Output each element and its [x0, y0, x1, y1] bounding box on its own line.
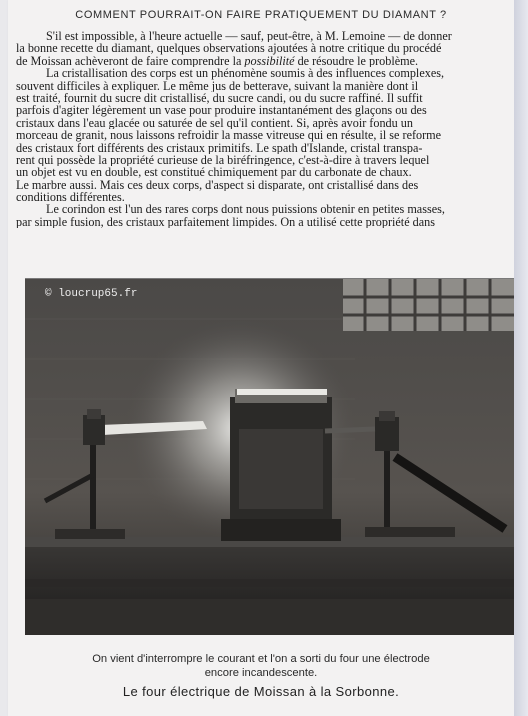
text-line: la bonne recette du diamant, quelques observations ajoutées à notre critique du procédé	[16, 42, 442, 55]
text-line: est traité, fournit du sucre dit cristallisé, du sucre candi, ou du sucre raffiné. Il suffit	[16, 91, 423, 105]
caption-line: encore incandescente.	[204, 667, 318, 679]
text-line: morceau de granit, nous laissons refroidir la masse vitreuse qui en résulte, il se reforme	[16, 129, 442, 142]
figure-caption	[8, 652, 514, 680]
magazine-page	[8, 0, 514, 716]
text-line: Le corindon est l'un des rares corps dont nous puissions obtenir en petites masses,	[46, 203, 445, 216]
text-line: S'il est impossible, à l'heure actuelle — sauf, peut-être, à M. Lemoine — de donner	[46, 30, 452, 43]
text-line: conditions différentes.	[16, 191, 125, 204]
text-line: cristaux dans l'eau glacée ou saturée de sel qu'il contient. Si, après avoir fondu un	[16, 116, 413, 130]
running-head: COMMENT POURRAIT-ON FAIRE PRATIQUEMENT DU DIAMANT ?	[75, 9, 447, 21]
furnace-photo-illustration	[25, 279, 514, 635]
photograph-electric-furnace	[25, 278, 514, 635]
text-line: souvent difficiles à expliquer. Le même jus de betterave, suivant la manière dont il	[16, 79, 419, 92]
text-line: des cristaux fort différents des cristaux primitifs. Le spath d'Islande, cristal transpa-	[16, 141, 423, 154]
text-line: par simple fusion, des cristaux parfaitement limpides. On a utilisé cette propriété dans	[16, 215, 435, 229]
text-line: Le marbre aussi. Mais ces deux corps, d'aspect si disparate, ont cristallisé dans des	[16, 178, 419, 192]
page-edge	[514, 0, 528, 716]
text-line: rent qui possède la propriété curieuse de la biréfringence, c'est-à-dire à travers lequel	[16, 153, 430, 167]
figure-title: Le four électrique de Moissan à la Sorbonne.	[122, 684, 400, 699]
text-line: parfois d'agiter légèrement un vase pour produire instantanément des glaçons ou des	[16, 104, 427, 117]
text-line: de Moissan achèveront de faire comprendre la possibilité de résoudre le problème.	[16, 54, 419, 68]
watermark-text: © loucrup65.fr	[45, 288, 138, 300]
caption-line: On vient d'interrompre le courant et l'on a sorti du four une électrode	[92, 653, 430, 665]
text-line: La cristallisation des corps est un phénomène soumis à des influences complexes,	[46, 67, 445, 80]
article-body	[16, 30, 514, 228]
text-line: un objet est vu en double, est constitué chimiquement par du carbonate de chaux.	[16, 166, 412, 179]
